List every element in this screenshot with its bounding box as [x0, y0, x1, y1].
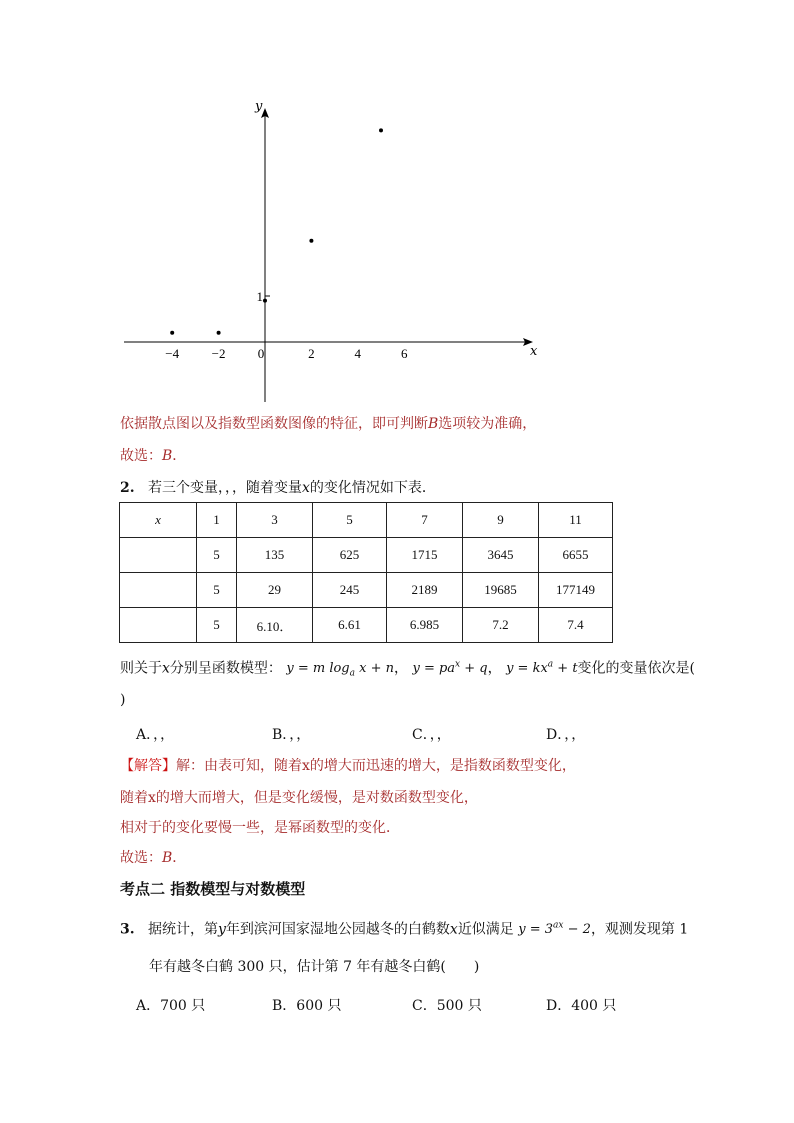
table-cell: 7	[387, 503, 463, 538]
scatter-point	[379, 128, 383, 132]
q2-table	[119, 502, 613, 643]
table-cell: 135	[237, 538, 313, 573]
table-cell: x	[120, 503, 197, 538]
table-cell: 5	[313, 503, 387, 538]
q3-option-b[interactable]: B．600 只	[272, 998, 342, 1014]
table-cell: 7.4	[539, 608, 613, 643]
x-tick-label: −2	[211, 346, 226, 361]
question-number: 2.	[120, 480, 135, 496]
table-cell: 3645	[463, 538, 539, 573]
table-cell: 9	[463, 503, 539, 538]
table-cell	[120, 538, 197, 573]
scatter-point	[217, 331, 221, 335]
solution-b-line1: 【解答】解：由表可知，随着x的增大而迅速的增大，是指数函数型变化，	[120, 758, 576, 774]
x-tick-label: 0	[257, 346, 265, 361]
q2-stem: 2. 若三个变量，，，随着变量x的变化情况如下表．	[120, 480, 436, 496]
q2-close-paren: )	[120, 692, 126, 708]
table-cell: 6655	[539, 538, 613, 573]
question-number: 3.	[120, 921, 135, 938]
table-cell: 625	[313, 538, 387, 573]
solution-b-choice: 故选：B．	[120, 850, 187, 866]
x-tick-label: −4	[165, 346, 180, 361]
table-cell: 5	[197, 608, 237, 643]
table-cell: 245	[313, 573, 387, 608]
table-cell: 1	[197, 503, 237, 538]
table-cell: 5	[197, 573, 237, 608]
scatter-point	[309, 239, 313, 243]
q3-line2: 年有越冬白鹤 300 只，估计第 7 年有越冬白鹤( )	[149, 959, 480, 975]
table-row	[120, 573, 613, 608]
scatter-plot	[100, 92, 560, 412]
table-cell: 6.985	[387, 608, 463, 643]
table-cell	[120, 608, 197, 643]
table-cell: 29	[237, 573, 313, 608]
table-cell: 3	[237, 503, 313, 538]
solution-a-line1: 依据散点图以及指数型函数图像的特征，即可判断B选项较为准确，	[120, 416, 537, 432]
x-tick-label: 4	[354, 346, 362, 361]
solution-b-line2: 随着x的增大而增大，但是变化缓慢，是对数函数型变化，	[120, 790, 478, 806]
table-row	[120, 503, 613, 538]
q3-option-d[interactable]: D．400 只	[546, 998, 617, 1014]
table-cell: 6.61	[313, 608, 387, 643]
q2-option-a[interactable]: A．，，	[136, 727, 175, 743]
y-tick-label: 1	[256, 289, 263, 304]
x-axis-label: x	[530, 344, 538, 359]
q2-follow: 则关于x分别呈函数模型： y = m $\log_a x + n$， $y = pa^x + q$， $y = kx^a + t$变化的变量依次是(	[120, 660, 696, 679]
q3-stem: 3. 据统计，第y年到滨河国家湿地公园越冬的白鹤数x近似满足 $y = 3^{ax} - 2$，观测发现第 1	[120, 921, 689, 938]
x-tick-label: 6	[400, 346, 408, 361]
table-cell: 1715	[387, 538, 463, 573]
solution-b-line3: 相对于的变化要慢一些，是幂函数型的变化．	[120, 820, 400, 836]
y-axis-label: y	[255, 99, 263, 114]
section-title: 考点二 指数模型与对数模型	[120, 880, 306, 898]
solution-a-choice: 故选：B．	[120, 448, 187, 464]
scatter-point	[263, 299, 267, 303]
table-cell: 5	[197, 538, 237, 573]
q2-option-d[interactable]: D．，，	[546, 727, 586, 743]
axes	[124, 99, 538, 402]
table-row	[120, 538, 613, 573]
table-row	[120, 608, 613, 643]
q2-option-c[interactable]: C．，，	[412, 727, 451, 743]
table-cell: 2189	[387, 573, 463, 608]
table-cell: 177149	[539, 573, 613, 608]
table-cell: 19685	[463, 573, 539, 608]
table-cell: 6.10．	[237, 608, 313, 643]
scatter-point	[170, 331, 174, 335]
q2-option-b[interactable]: B．，，	[272, 727, 311, 743]
q3-option-a[interactable]: A．700 只	[136, 998, 206, 1014]
q3-option-c[interactable]: C．500 只	[412, 998, 482, 1014]
table-cell: 11	[539, 503, 613, 538]
table-cell	[120, 573, 197, 608]
x-tick-label: 2	[308, 346, 315, 361]
marks	[170, 128, 383, 334]
table-cell: 7.2	[463, 608, 539, 643]
